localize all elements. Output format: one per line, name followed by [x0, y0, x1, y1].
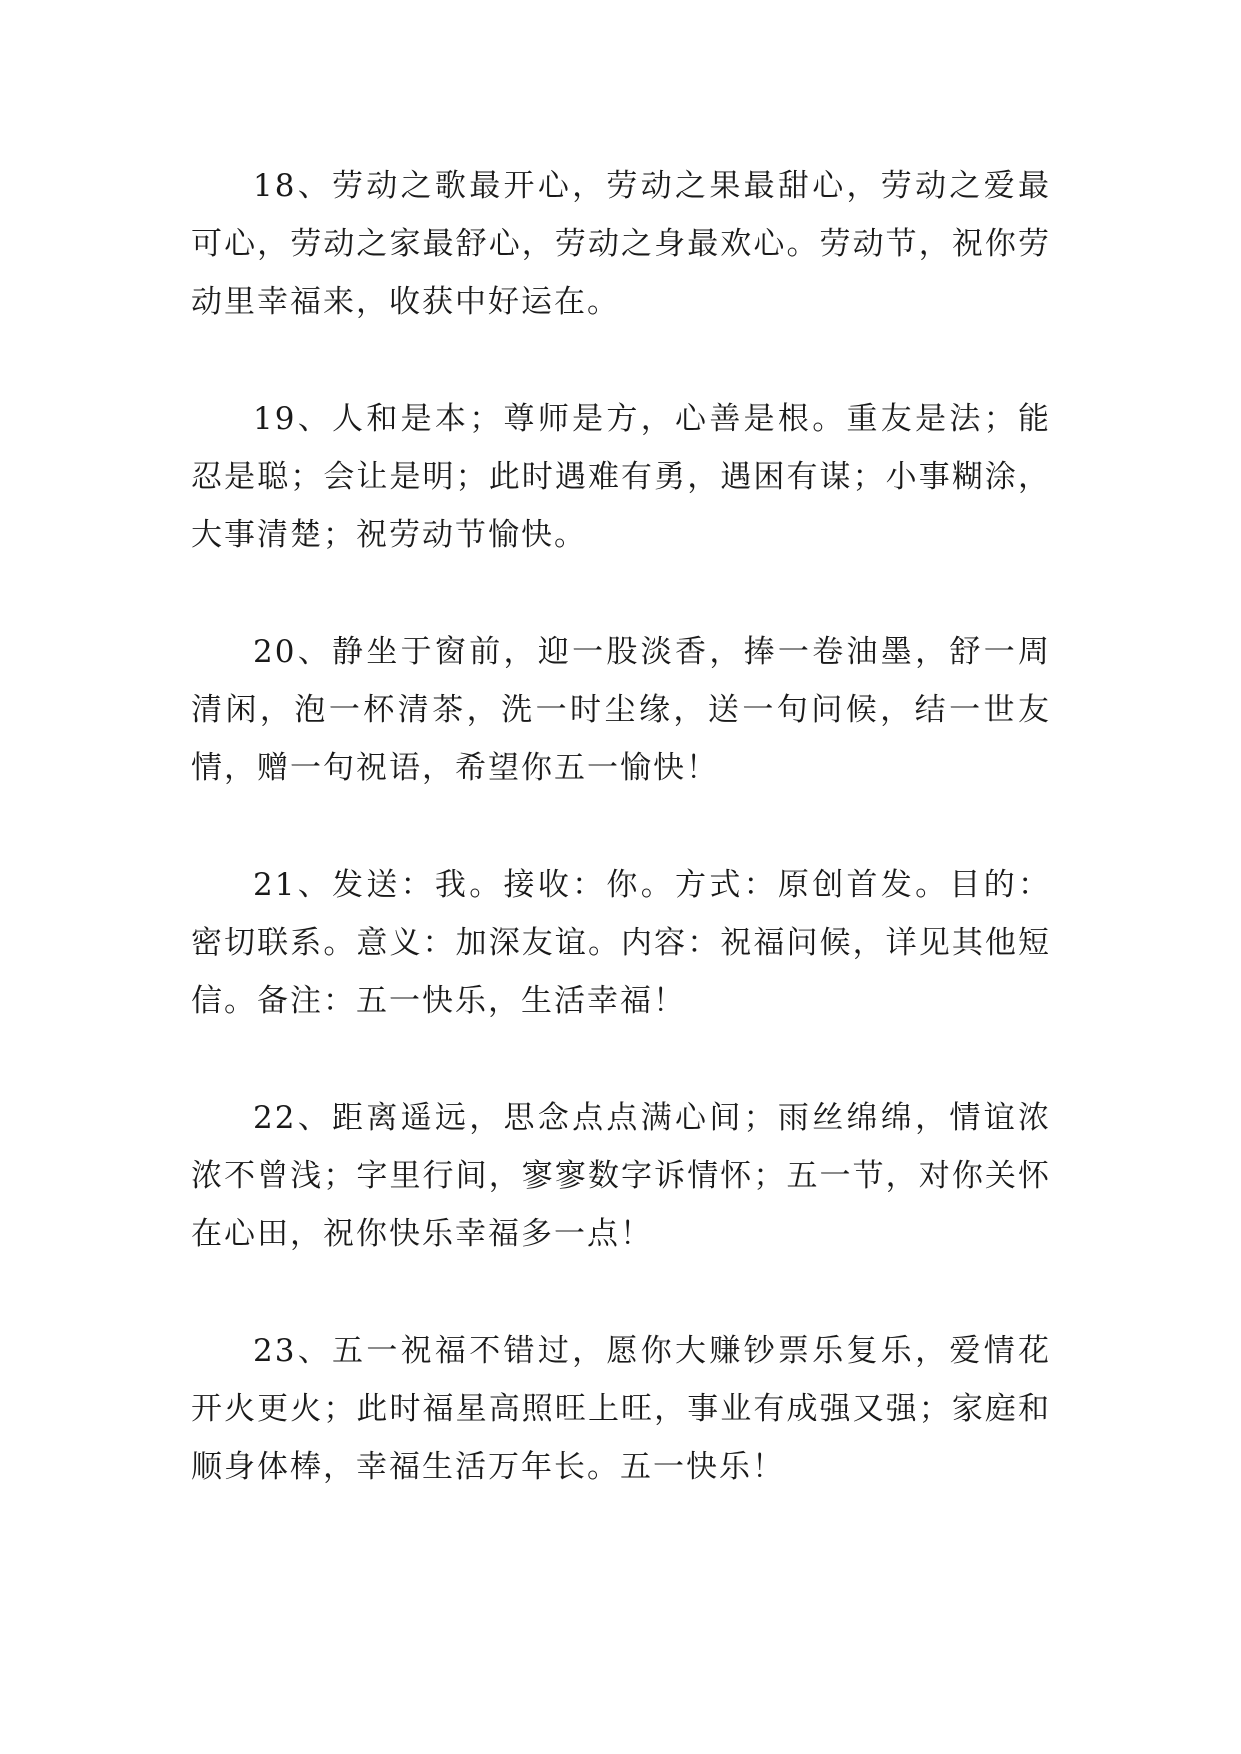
- paragraph-20: 20、静坐于窗前，迎一股淡香，捧一卷油墨，舒一周清闲，泡一杯清茶，洗一时尘缘，送一句问候，结一世友情，赠一句祝语，希望你五一愉快！: [191, 634, 1051, 786]
- paragraph-23: 23、五一祝福不错过，愿你大赚钞票乐复乐，爱情花开火更火；此时福星高照旺上旺，事业有成强又强；家庭和顺身体棒，幸福生活万年长。五一快乐！: [191, 1333, 1051, 1485]
- paragraph-19: 19、人和是本；尊师是方，心善是根。重友是法；能忍是聪；会让是明；此时遇难有勇，遇困有谋；小事糊涂，大事清楚；祝劳动节愉快。: [191, 401, 1051, 553]
- paragraph-21: 21、发送：我。接收：你。方式：原创首发。目的：密切联系。意义：加深友谊。内容：祝福问候，详见其他短信。备注：五一快乐，生活幸福！: [191, 867, 1051, 1019]
- paragraph-18: 18、劳动之歌最开心，劳动之果最甜心，劳动之爱最可心，劳动之家最舒心，劳动之身最欢心。劳动节，祝你劳动里幸福来，收获中好运在。: [191, 168, 1051, 320]
- document-body: [191, 157, 1051, 1555]
- paragraph-22: 22、距离遥远，思念点点满心间；雨丝绵绵，情谊浓浓不曾浅；字里行间，寥寥数字诉情怀；五一节，对你关怀在心田，祝你快乐幸福多一点！: [191, 1100, 1051, 1252]
